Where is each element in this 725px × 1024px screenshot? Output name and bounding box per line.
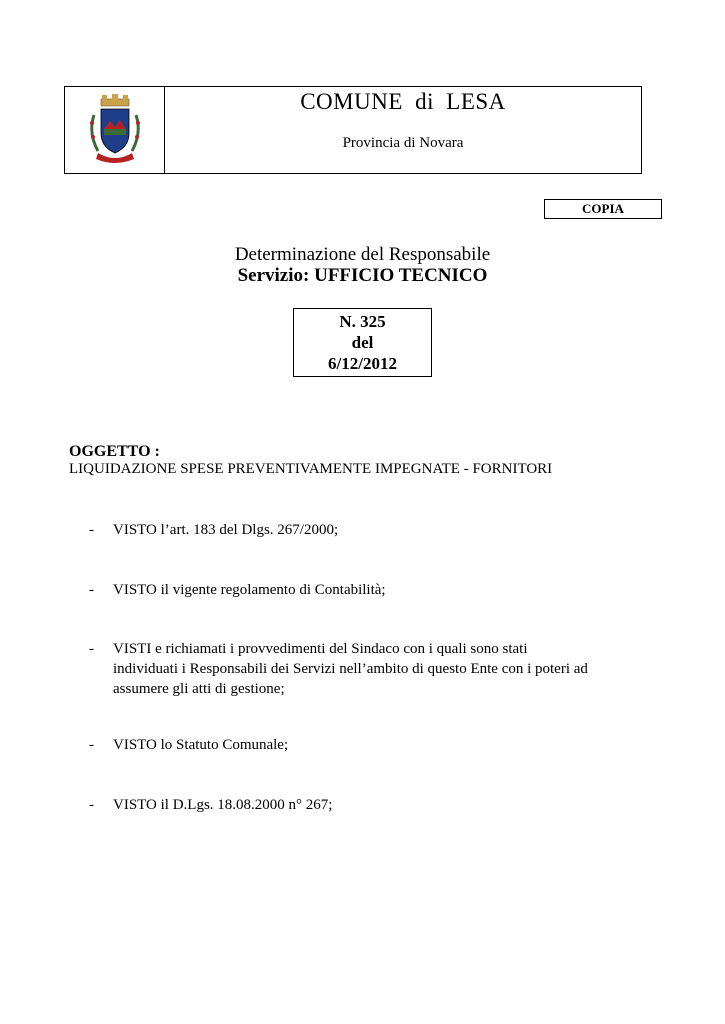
header-box — [64, 86, 642, 174]
list-dash: - — [89, 641, 94, 657]
list-dash: - — [89, 797, 94, 813]
list-item-text: VISTO il D.Lgs. 18.08.2000 n° 267; — [113, 797, 333, 813]
list-dash: - — [89, 737, 94, 753]
list-item-text: assumere gli atti di gestione; — [113, 681, 285, 697]
list-dash: - — [89, 522, 94, 538]
list-dash: - — [89, 582, 94, 598]
comune-title: COMUNE di LESA — [300, 89, 506, 114]
determinazione-title: Determinazione del Responsabile — [234, 244, 491, 265]
provincia-label: Provincia di Novara — [342, 135, 464, 151]
municipal-crest-icon — [84, 93, 146, 167]
number-date: 6/12/2012 — [328, 354, 397, 373]
list-item-text: VISTO il vigente regolamento di Contabilità; — [113, 582, 386, 598]
list-item-text: individuati i Responsabili dei Servizi nell’ambito di questo Ente con i poteri ad — [113, 661, 588, 677]
list-item-text: VISTO l’art. 183 del Dlgs. 267/2000; — [113, 522, 339, 538]
list-item-text: VISTO lo Statuto Comunale; — [113, 737, 289, 753]
list-item-text: VISTI e richiamati i provvedimenti del Sindaco con i quali sono stati — [113, 641, 528, 657]
crest-cell — [65, 87, 165, 173]
copia-badge: COPIA — [544, 199, 662, 219]
number-del: del — [351, 333, 374, 352]
title-cell — [165, 87, 641, 173]
oggetto-text: LIQUIDAZIONE SPESE PREVENTIVAMENTE IMPEGNATE - FORNITORI — [69, 461, 553, 477]
oggetto-label: OGGETTO : — [69, 443, 160, 460]
servizio-title: Servizio: UFFICIO TECNICO — [237, 265, 488, 286]
number-box — [293, 308, 432, 377]
number-line: N. 325 — [339, 312, 386, 331]
